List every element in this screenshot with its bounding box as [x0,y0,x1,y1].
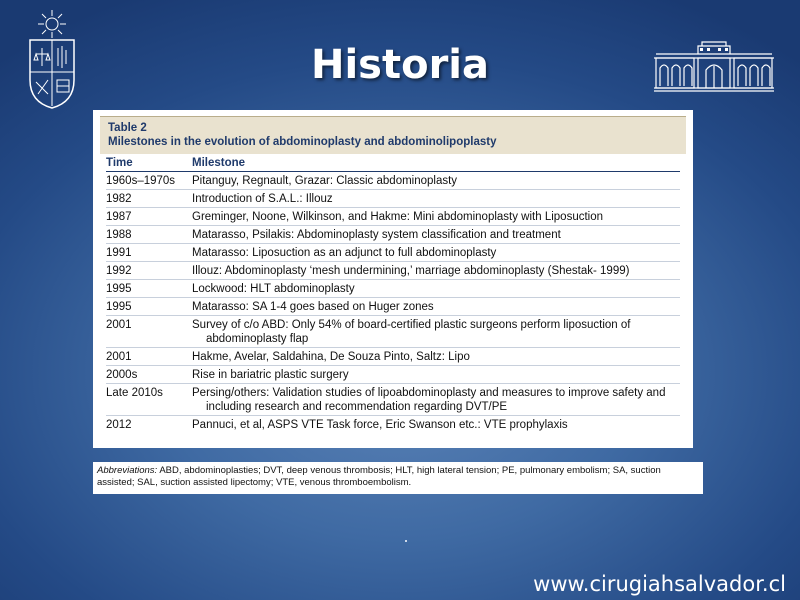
table-row [106,172,680,190]
table-caption-text: Milestones in the evolution of abdominoplasty and abdominolipoplasty [108,136,497,148]
table-row [106,416,680,433]
row-milestone: Illouz: Abdominoplasty ‘mesh undermining,’ marriage abdominoplasty (Shestak- 1999) [192,265,630,277]
table-row [106,384,680,416]
table-row [106,208,680,226]
table-row [106,366,680,384]
column-header-milestone: Milestone [192,157,246,169]
row-time: 2001 [106,319,132,331]
row-time: 1992 [106,265,132,277]
row-time: 1991 [106,247,132,259]
row-milestone: Matarasso: SA 1-4 goes based on Huger zones [192,301,434,313]
row-milestone: Survey of c/o ABD: Only 54% of board-certified plastic surgeons perform liposuction of abdominoplasty flap [192,319,631,345]
footer-url[interactable]: www.cirugiahsalvador.cl [533,572,786,596]
row-time: 2012 [106,419,132,431]
row-time: 1995 [106,301,132,313]
table-row [106,226,680,244]
abbreviations-note [93,462,703,494]
row-milestone: Hakme, Avelar, Saldahina, De Souza Pinto, Saltz: Lipo [192,351,470,363]
table-row [106,298,680,316]
milestones-table [93,110,693,448]
row-milestone: Pitanguy, Regnault, Grazar: Classic abdominoplasty [192,175,458,187]
row-time: 1988 [106,229,132,241]
row-milestone: Introduction of S.A.L.: Illouz [192,193,333,205]
row-time: 1995 [106,283,132,295]
row-milestone: Lockwood: HLT abdominoplasty [192,283,355,295]
table-row [106,244,680,262]
row-milestone: Rise in bariatric plastic surgery [192,369,349,381]
table-row [106,280,680,298]
row-time: Late 2010s [106,387,163,399]
row-milestone: Matarasso, Psilakis: Abdominoplasty system classification and treatment [192,229,561,241]
row-milestone: Persing/others: Validation studies of lipoabdominoplasty and measures to improve safety and including research and recommendation regarding DVT/PE [192,387,666,413]
column-header-time: Time [106,157,133,169]
row-time: 1960s–1970s [106,175,176,187]
abbreviations-text: ABD, abdominoplasties; DVT, deep venous thrombosis; HLT, high lateral tension; PE, pulmonary embolism; SA, suction assisted; SAL, suction assisted lipectomy; VTE, venous thromboembolism. [97,465,661,488]
table-header-row [106,154,680,172]
abbreviations-label: Abbreviations: [97,465,158,476]
table-label: Table 2 [108,122,147,134]
table-row [106,316,680,348]
row-milestone: Greminger, Noone, Wilkinson, and Hakme: Mini abdominoplasty with Liposuction [192,211,604,223]
slide-title: Historia [310,42,490,88]
row-time: 1987 [106,211,132,223]
decorative-dot [405,540,407,542]
row-milestone: Matarasso: Liposuction as an adjunct to full abdominoplasty [192,247,497,259]
row-milestone: Pannuci, et al, ASPS VTE Task force, Eric Swanson etc.: VTE prophylaxis [192,419,568,431]
row-time: 2001 [106,351,132,363]
row-time: 2000s [106,369,138,381]
table-body [106,172,680,433]
row-time: 1982 [106,193,132,205]
table-row [106,262,680,280]
table-caption [100,116,686,154]
table-row [106,348,680,366]
table-row [106,190,680,208]
